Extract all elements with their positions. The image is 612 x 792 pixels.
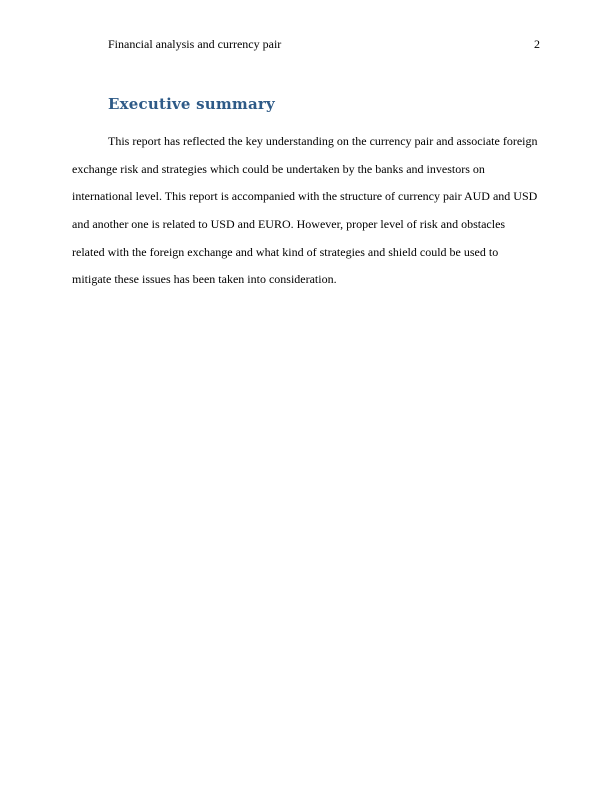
paragraph-line: mitigate these issues has been taken into consideration. [72, 272, 337, 287]
section-heading: Executive summary [108, 95, 275, 113]
page-number: 2 [534, 37, 540, 51]
paragraph-line: and another one is related to USD and EURO. However, proper level of risk and obstacles [72, 217, 506, 232]
page-header [108, 36, 540, 52]
executive-summary-paragraph [72, 128, 542, 294]
paragraph-line: related with the foreign exchange and what kind of strategies and shield could be used to [72, 244, 499, 259]
running-head: Financial analysis and currency pair [108, 37, 282, 51]
paragraph-line: This report has reflected the key understanding on the currency pair and associate foreign [108, 134, 538, 148]
paragraph-line: international level. This report is accompanied with the structure of currency pair AUD and USD [72, 189, 538, 204]
paragraph-line: exchange risk and strategies which could be undertaken by the banks and investors on [72, 161, 485, 176]
